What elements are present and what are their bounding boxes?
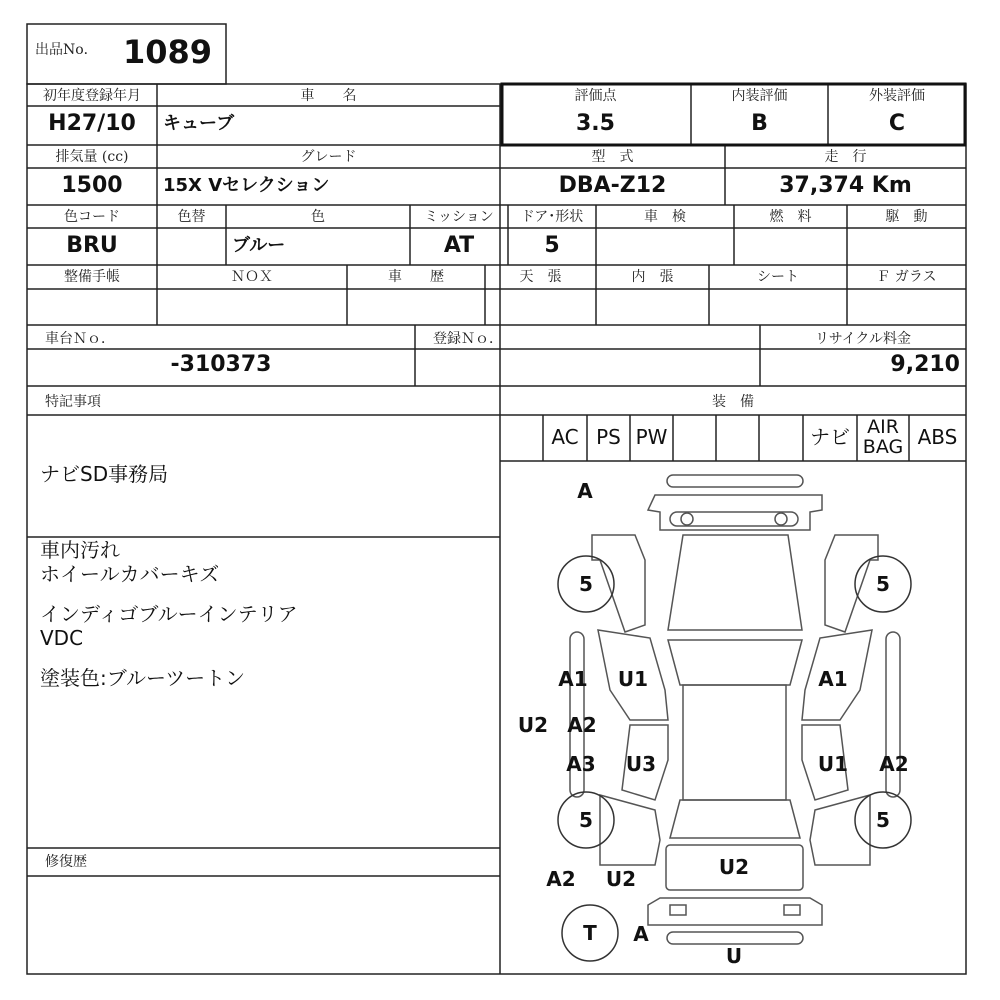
listing-number: 1089 — [123, 33, 213, 71]
score-value: 3.5 — [576, 111, 615, 136]
mark-left-tail: U2 — [605, 867, 637, 891]
remark-line: 塗装色:ブルーツートン — [40, 666, 246, 690]
model-value: DBA-Z12 — [558, 173, 667, 198]
equipment-pw: PW — [635, 425, 668, 449]
mark-right-rear-panel: A2 — [879, 752, 909, 776]
remarks-label: 特記事項 — [45, 394, 101, 410]
displacement-label: 排気量 (cc) — [55, 149, 129, 165]
grade-label: グレード — [300, 149, 357, 165]
equipment-ac: AC — [551, 425, 579, 449]
equipment-airbag: AIR BAG — [862, 416, 904, 458]
interior-value: B — [751, 111, 768, 136]
roof-label: 天 張 — [519, 269, 562, 285]
repair-label: 修復歴 — [45, 854, 87, 870]
chassis-no-label: 車台Ｎｏ． — [45, 331, 115, 347]
color-label: 色 — [311, 209, 325, 225]
history-label: 車 歴 — [388, 269, 444, 285]
mark-front-right-fender: A1 — [818, 667, 848, 691]
displacement-value: 1500 — [61, 173, 123, 198]
mark-left-sill: U2 — [517, 713, 549, 737]
nox-label: ＮＯＸ — [231, 269, 273, 285]
mark-spare-tire: T — [583, 921, 597, 945]
equipment-ps: PS — [596, 425, 621, 449]
remark-line — [40, 650, 490, 666]
remark-line: ホイールカバーキズ — [40, 562, 220, 586]
service-book-label: 整備手帳 — [64, 269, 120, 285]
recolor-label: 色替 — [177, 209, 206, 225]
mark-tire-fl: 5 — [579, 572, 593, 596]
exterior-label: 外装評価 — [869, 88, 925, 104]
mark-tire-rl: 5 — [579, 808, 593, 832]
doors-value: 5 — [544, 233, 560, 258]
fuel-label: 燃 料 — [769, 209, 812, 225]
remark-line: インディゴブルーインテリア — [40, 602, 298, 626]
mark-front-left-door: U1 — [617, 667, 649, 691]
lining-label: 内 張 — [631, 269, 674, 285]
mark-left-rear-panel: A3 — [566, 752, 596, 776]
model-label: 型 式 — [591, 149, 634, 165]
remark-navi: ナビSD事務局 — [40, 462, 169, 486]
first-reg-label: 初年度登録年月 — [43, 88, 141, 104]
mark-roof-rear: U3 — [625, 752, 657, 776]
transmission-label: ミッション — [424, 209, 494, 225]
equipment-navi: ナビ — [810, 425, 850, 449]
remark-line — [40, 586, 490, 602]
color-code-value: BRU — [66, 233, 118, 258]
remark-line: VDC — [40, 626, 84, 650]
chassis-no-value: -310373 — [170, 352, 272, 377]
mark-tire-fr: 5 — [876, 572, 890, 596]
color-code-label: 色コード — [64, 209, 120, 225]
mark-rear-bumper-a: A — [633, 922, 649, 946]
transmission-value: AT — [443, 233, 475, 258]
mileage-label: 走 行 — [824, 149, 867, 165]
mileage-value: 37,374 Km — [779, 173, 912, 198]
equipment-label: 装 備 — [712, 394, 754, 410]
car-name-value: キューブ — [163, 113, 235, 134]
seat-label: シート — [757, 269, 799, 285]
mark-left-rear-door: A2 — [567, 713, 597, 737]
car-name-label: 車 名 — [300, 88, 357, 104]
color-value: ブルー — [232, 235, 286, 256]
mark-rear-bumper-u: U — [725, 944, 743, 968]
recycle-value: 9,210 — [890, 352, 960, 377]
interior-label: 内装評価 — [731, 88, 788, 104]
mark-front-left-fender: A1 — [558, 667, 588, 691]
doors-label: ドア･形状 — [520, 209, 584, 225]
remarks-list — [40, 538, 490, 690]
first-reg-value: H27/10 — [48, 111, 136, 136]
glass-label: Ｆ ガラス — [876, 269, 937, 285]
score-label: 評価点 — [574, 88, 617, 104]
mark-tire-rr: 5 — [876, 808, 890, 832]
mark-front-bumper: A — [577, 479, 593, 503]
mark-left-quarter: A2 — [546, 867, 576, 891]
listing-label: 出品No． — [35, 42, 98, 58]
mark-back-door: U2 — [718, 855, 750, 879]
exterior-value: C — [888, 111, 906, 136]
recycle-label: リサイクル料金 — [814, 331, 912, 347]
inspection-label: 車 検 — [644, 209, 686, 225]
drive-label: 駆 動 — [885, 209, 928, 225]
grade-value: 15X Vセレクション — [163, 175, 330, 196]
remark-line: 車内汚れ — [40, 538, 120, 562]
equipment-abs: ABS — [917, 425, 958, 449]
mark-right-rear-door: U1 — [817, 752, 849, 776]
reg-no-label: 登録Ｎｏ． — [433, 331, 503, 347]
